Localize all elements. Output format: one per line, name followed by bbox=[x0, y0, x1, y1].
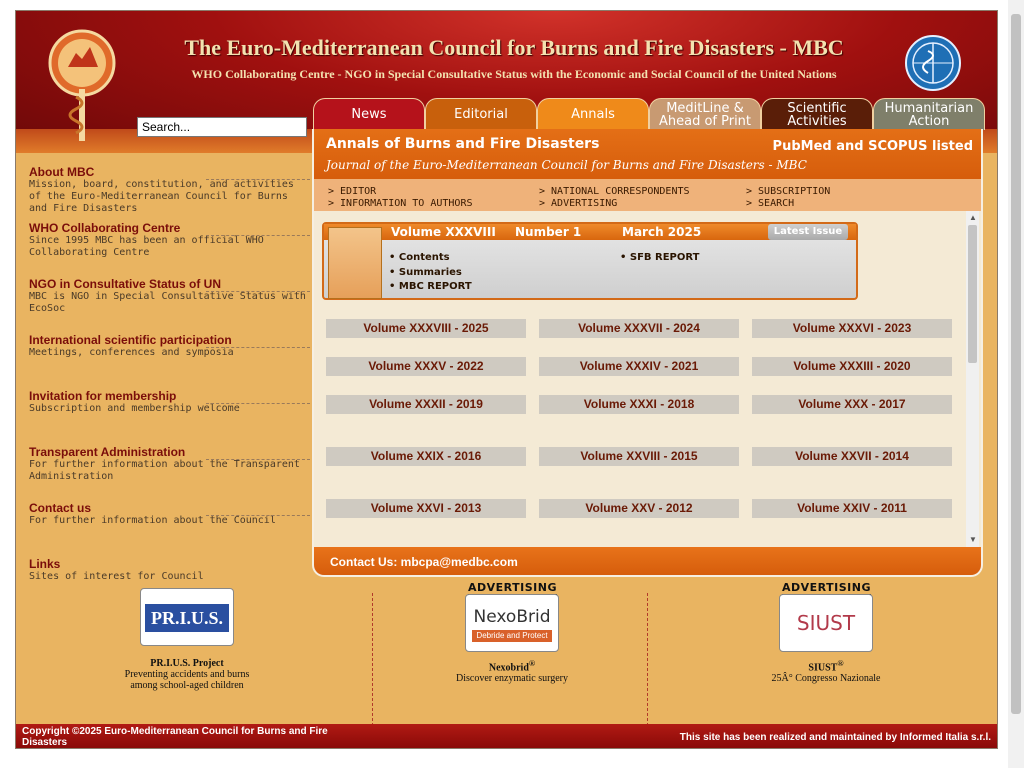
latest-contents-link[interactable]: • Contents bbox=[389, 252, 450, 263]
volume-link[interactable]: Volume XXIV - 2011 bbox=[752, 499, 952, 518]
sidebar-item-who[interactable]: WHO Collaborating Centre bbox=[29, 221, 181, 235]
subnav-search[interactable]: > SEARCH bbox=[746, 198, 795, 209]
panel-title: Annals of Burns and Fire Disasters bbox=[326, 136, 600, 152]
sidebar-item-contact[interactable]: Contact us bbox=[29, 501, 92, 515]
divider bbox=[206, 515, 310, 516]
volume-link[interactable]: Volume XXXVII - 2024 bbox=[539, 319, 739, 338]
mbc-logo[interactable] bbox=[46, 23, 118, 143]
who-emblem-icon bbox=[900, 33, 966, 93]
tab-label: Humanitarian Action bbox=[884, 100, 974, 129]
window-scrollbar-thumb[interactable] bbox=[1011, 14, 1021, 714]
latest-mbc-report-link[interactable]: • MBC REPORT bbox=[389, 281, 472, 292]
subnav-information-to-authors[interactable]: > INFORMATION TO AUTHORS bbox=[328, 198, 473, 209]
volume-link[interactable]: Volume XXXVI - 2023 bbox=[752, 319, 952, 338]
sidebar-item-desc: MBC is NGO in Special Consultative Status with EcoSoc bbox=[29, 291, 306, 314]
journal-cover-thumbnail[interactable] bbox=[328, 227, 382, 299]
subnav-national-correspondents[interactable]: > NATIONAL CORRESPONDENTS bbox=[539, 186, 690, 197]
tab-meditline[interactable] bbox=[649, 98, 761, 130]
latest-issue-bar bbox=[324, 224, 856, 240]
latest-summaries-link[interactable]: • Summaries bbox=[389, 267, 462, 278]
ad-name-line bbox=[412, 658, 612, 673]
ad-caption bbox=[412, 658, 612, 684]
tab-label: Scientific Activities bbox=[787, 100, 847, 129]
contact-bar bbox=[314, 547, 981, 575]
ad-caption bbox=[726, 658, 926, 684]
prius-logo[interactable] bbox=[140, 588, 234, 646]
volume-link[interactable]: Volume XXX - 2017 bbox=[752, 395, 952, 414]
subnav-advertising[interactable]: > ADVERTISING bbox=[539, 198, 618, 209]
copyright-text: Copyright ©2025 Euro-Mediterranean Council for Burns and Fire Disasters bbox=[22, 726, 328, 748]
tab-humanitarian-action[interactable] bbox=[873, 98, 985, 130]
volume-link[interactable]: Volume XXVII - 2014 bbox=[752, 447, 952, 466]
ad-name-line bbox=[726, 658, 926, 673]
divider bbox=[372, 593, 373, 731]
advertising-heading: ADVERTISING bbox=[468, 581, 557, 594]
registered-mark: ® bbox=[837, 659, 844, 668]
tab-label: Editorial bbox=[454, 107, 508, 122]
latest-date: March 2025 bbox=[622, 225, 702, 239]
registered-mark: ® bbox=[528, 659, 536, 668]
siust-logo-text: SIUST bbox=[796, 611, 856, 635]
nexobrid-logo-text: NexoBrid bbox=[473, 607, 551, 627]
prius-logo-text: PR.I.U.S. bbox=[145, 604, 229, 632]
site-subtitle: WHO Collaborating Centre - NGO in Special Consultative Status with the Economic and Social Council of the United Nations bbox=[191, 67, 837, 81]
divider bbox=[647, 593, 648, 731]
subnav-subscription[interactable]: > SUBSCRIPTION bbox=[746, 186, 831, 197]
sidebar-item-desc: For further information about the Transparent Administration bbox=[29, 459, 300, 482]
divider bbox=[206, 347, 310, 348]
volume-link[interactable]: Volume XXVIII - 2015 bbox=[539, 447, 739, 466]
tab-label: News bbox=[351, 107, 387, 122]
ad-description: 25Â° Congresso Nazionale bbox=[771, 673, 881, 685]
indexing-note: PubMed and SCOPUS listed bbox=[772, 139, 973, 154]
annals-subnav bbox=[314, 179, 981, 212]
volume-list-area[interactable] bbox=[314, 211, 981, 547]
sidebar-item-desc: Mission, board, constitution, and activities of the Euro-Mediterranean Council for Burns and Fire Disasters bbox=[29, 179, 294, 214]
sidebar-item-transparent[interactable]: Transparent Administration bbox=[29, 445, 186, 459]
ad-description: Preventing accidents and burns among school-aged children bbox=[124, 669, 250, 691]
sidebar-item-desc: Meetings, conferences and symposia bbox=[29, 347, 234, 358]
subnav-editor[interactable]: > EDITOR bbox=[328, 186, 377, 197]
panel-scrollbar[interactable] bbox=[966, 211, 979, 547]
latest-issue-box[interactable] bbox=[322, 222, 858, 300]
latest-number: Number 1 bbox=[515, 225, 582, 239]
volume-link[interactable]: Volume XXXIII - 2020 bbox=[752, 357, 952, 376]
volume-link[interactable]: Volume XXV - 2012 bbox=[539, 499, 739, 518]
divider bbox=[206, 403, 310, 404]
panel-subtitle: Journal of the Euro-Mediterranean Council for Burns and Fire Disasters - MBC bbox=[326, 158, 807, 172]
sidebar-item-about[interactable]: About MBC bbox=[29, 165, 95, 179]
latest-issue-badge: Latest Issue bbox=[768, 224, 848, 240]
nexobrid-tagline: Debride and Protect bbox=[472, 630, 552, 642]
site-title: The Euro-Mediterranean Council for Burns and Fire Disasters - MBC bbox=[184, 35, 844, 60]
siust-logo[interactable] bbox=[779, 594, 873, 652]
search-input[interactable] bbox=[137, 117, 307, 137]
tab-scientific-activities[interactable] bbox=[761, 98, 873, 130]
contact-email-link[interactable]: Contact Us: mbcpa@medbc.com bbox=[330, 555, 518, 569]
sidebar-item-desc: For further information about the Council bbox=[29, 515, 276, 526]
volume-link[interactable]: Volume XXXV - 2022 bbox=[326, 357, 526, 376]
tab-news[interactable] bbox=[313, 98, 425, 130]
sidebar-item-desc: Since 1995 MBC has been an official WHO Collaborating Centre bbox=[29, 235, 264, 258]
page bbox=[15, 10, 998, 749]
sidebar-item-membership[interactable]: Invitation for membership bbox=[29, 389, 177, 403]
sidebar-item-desc: Subscription and membership welcome bbox=[29, 403, 240, 414]
scroll-up-arrow-icon[interactable]: ▲ bbox=[969, 213, 977, 222]
sidebar-item-desc: Sites of interest for Council bbox=[29, 571, 204, 581]
volume-link[interactable]: Volume XXXII - 2019 bbox=[326, 395, 526, 414]
volume-link[interactable]: Volume XXXVIII - 2025 bbox=[326, 319, 526, 338]
sidebar-item-links[interactable]: Links bbox=[29, 557, 61, 571]
divider bbox=[206, 235, 310, 236]
ad-name: Nexobrid bbox=[488, 662, 529, 674]
divider bbox=[206, 291, 310, 292]
tab-label: MeditLine & Ahead of Print bbox=[658, 100, 752, 129]
ad-name: SIUST bbox=[808, 662, 838, 674]
divider bbox=[206, 459, 310, 460]
sidebar-item-scientific[interactable]: International scientific participation bbox=[29, 333, 232, 347]
sidebar-item-ngo[interactable]: NGO in Consultative Status of UN bbox=[29, 277, 222, 291]
site-footer bbox=[16, 724, 997, 748]
credit-link[interactable]: This site has been realized and maintained by Informed Italia s.r.l. bbox=[679, 732, 991, 743]
scroll-down-arrow-icon[interactable]: ▼ bbox=[969, 535, 977, 544]
ad-caption bbox=[87, 658, 287, 691]
volume-link[interactable]: Volume XXXI - 2018 bbox=[539, 395, 739, 414]
nexobrid-logo[interactable] bbox=[465, 594, 559, 652]
latest-sfb-report-link[interactable]: • SFB REPORT bbox=[620, 252, 700, 263]
latest-volume: Volume XXXVIII bbox=[391, 225, 496, 239]
tab-annals[interactable] bbox=[537, 98, 649, 130]
tab-label: Annals bbox=[571, 107, 615, 122]
divider bbox=[206, 179, 310, 180]
volume-link[interactable]: Volume XXXIV - 2021 bbox=[539, 357, 739, 376]
scrollbar-thumb[interactable] bbox=[968, 225, 977, 363]
ad-name: PR.I.U.S. Project bbox=[150, 658, 224, 669]
volume-link[interactable]: Volume XXVI - 2013 bbox=[326, 499, 526, 518]
advertising-heading: ADVERTISING bbox=[782, 581, 871, 594]
annals-panel bbox=[312, 129, 983, 577]
panel-header bbox=[314, 129, 981, 179]
tab-editorial[interactable] bbox=[425, 98, 537, 130]
ad-description: Discover enzymatic surgery bbox=[456, 673, 568, 685]
window-scrollbar[interactable] bbox=[1008, 0, 1024, 768]
volume-link[interactable]: Volume XXIX - 2016 bbox=[326, 447, 526, 466]
